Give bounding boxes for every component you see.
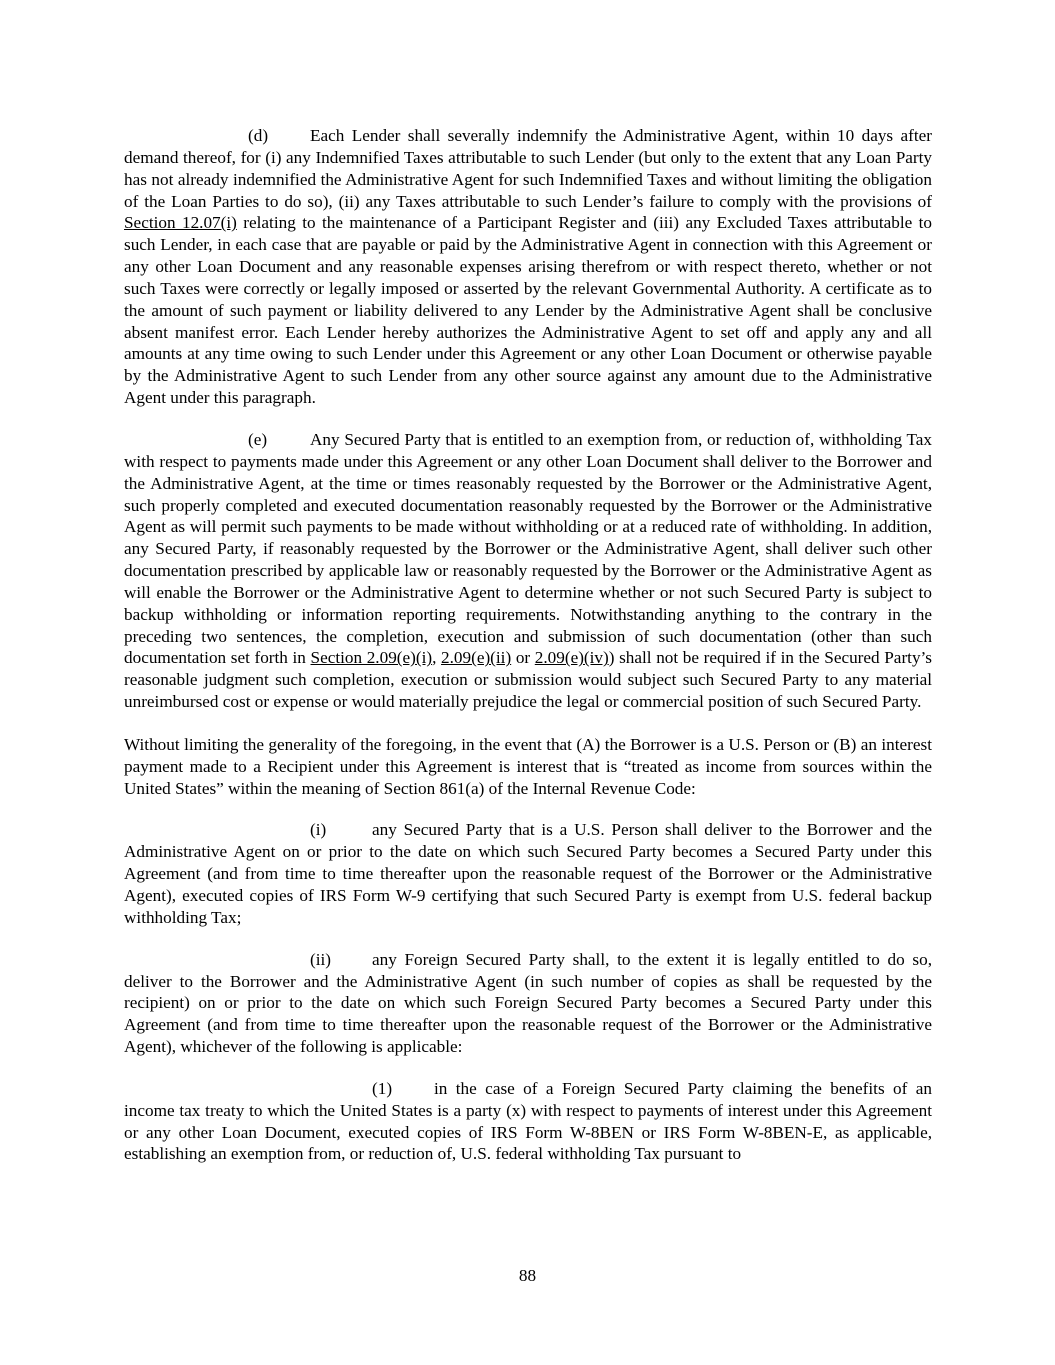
- paragraph-1: [124, 1078, 932, 1165]
- page-number: 88: [518, 1266, 537, 1285]
- document-page: [124, 125, 932, 1185]
- paragraph-marker-ii: (ii): [310, 949, 331, 969]
- paragraph-e-text-1: Any Secured Party that is entitled to an exemption from, or reduction of, withholding Tax with respect to payments made under this Agreement or any other Loan Document shall deliver to the Borrower and the Administrative Agent, at the time or times reasonably requested by the Borrower or the Administrative Agent, such properly completed and executed documentation reasonably requested by the Borrower or the Administrative Agent as will permit such payments to be made without withholding or at a reduced rate of withholding. In addition, any Secured Party, if reasonably requested by the Borrower or the Administrative Agent, shall deliver such other documentation prescribed by applicable law or reasonably requested by the Borrower or the Administrative Agent as will enable the Borrower or the Administrative Agent to determine whether or not such Secured Party is subject to backup withholding or information reporting requirements. Notwithstanding anything to the contrary in the preceding two sentences, the completion, execution and submission of such documentation (other than such documentation set forth in: [124, 429, 932, 668]
- paragraph-d: [124, 125, 932, 409]
- paragraph-ii: [124, 949, 932, 1058]
- paragraph-without-limiting-text: Without limiting the generality of the foregoing, in the event that (A) the Borrower is a U.S. Person or (B) an interest payment made to a Recipient under this Agreement is interest that is “treated as income from sources within the United States” within the meaning of Section 861(a) of the Internal Revenue Code:: [124, 734, 932, 798]
- paragraph-marker-e: (e): [248, 429, 268, 449]
- paragraph-1-text: in the case of a Foreign Secured Party claiming the benefits of an income tax treaty to which the United States is a party (x) with respect to payments of interest under this Agreement or any other Loan Document, executed copies of IRS Form W-8BEN or IRS Form W-8BEN-E, as applicable, establishing an exemption from, or reduction of, U.S. federal withholding Tax pursuant to: [124, 1078, 932, 1164]
- section-reference-12-07-i: Section 12.07(i): [124, 213, 237, 233]
- paragraph-e-text-2: ) shall not be required if in the Secured Party’s reasonable judgment such completion, execution or submission would subject such Secured Party to any material unreimbursed cost or expense or would materially prejudice the legal or commercial position of such Secured Party.: [124, 648, 932, 712]
- paragraph-marker-d: (d): [248, 126, 269, 145]
- paragraph-marker-1: (1): [372, 1078, 393, 1098]
- paragraph-i-text: any Secured Party that is a U.S. Person shall deliver to the Borrower and the Administrative Agent on or prior to the date on which such Secured Party becomes a Secured Party under this Agreement (and from time to time thereafter upon the reasonable request of the Borrower or the Administrative Agent), executed copies of IRS Form W-9 certifying that such Secured Party is exempt from U.S. federal backup withholding Tax;: [124, 820, 932, 927]
- section-reference-2-09-e-ii: 2.09(e)(ii): [441, 648, 512, 668]
- section-reference-2-09-e-iv: 2.09(e)(iv): [534, 648, 609, 668]
- paragraph-marker-i: (i): [310, 820, 327, 840]
- separator-1: ,: [432, 648, 442, 668]
- paragraph-d-text-1: Each Lender shall severally indemnify the Administrative Agent, within 10 days after demand thereof, for (i) any Indemnified Taxes attributable to such Lender (but only to the extent that any Loan Party has not already indemnified the Administrative Agent for such Indemnified Taxes and without limiting the obligation of the Loan Parties to do so), (ii) any Taxes attributable to such Lender’s failure to comply with the provisions of: [124, 126, 932, 211]
- paragraph-without-limiting: [124, 734, 932, 800]
- paragraph-i: [124, 819, 932, 928]
- separator-2: or: [511, 648, 535, 668]
- paragraph-e: [124, 429, 932, 713]
- paragraph-d-text-2: relating to the maintenance of a Participant Register and (iii) any Excluded Taxes attributable to such Lender, in each case that are payable or paid by the Administrative Agent in connection with this Agreement or any other Loan Document and any reasonable expenses arising therefrom or with respect thereto, whether or not such Taxes were correctly or legally imposed or asserted by the relevant Governmental Authority. A certificate as to the amount of such payment or liability delivered to any Lender by the Administrative Agent shall be conclusive absent manifest error. Each Lender hereby authorizes the Administrative Agent to set off and apply any and all amounts at any time owing to such Lender under this Agreement or any other Loan Document or otherwise payable by the Administrative Agent to such Lender from any other source against any amount due to the Administrative Agent under this paragraph.: [124, 213, 933, 408]
- section-reference-2-09-e-i: Section 2.09(e)(i): [310, 648, 433, 668]
- paragraph-ii-text: any Foreign Secured Party shall, to the extent it is legally entitled to do so, deliver to the Borrower and the Administrative Agent (in such number of copies as shall be requested by the recipient) on or prior to the date on which such Foreign Secured Party becomes a Secured Party under this Agreement (and from time to time thereafter upon the reasonable request of the Borrower or the Administrative Agent), whichever of the following is applicable:: [124, 949, 932, 1057]
